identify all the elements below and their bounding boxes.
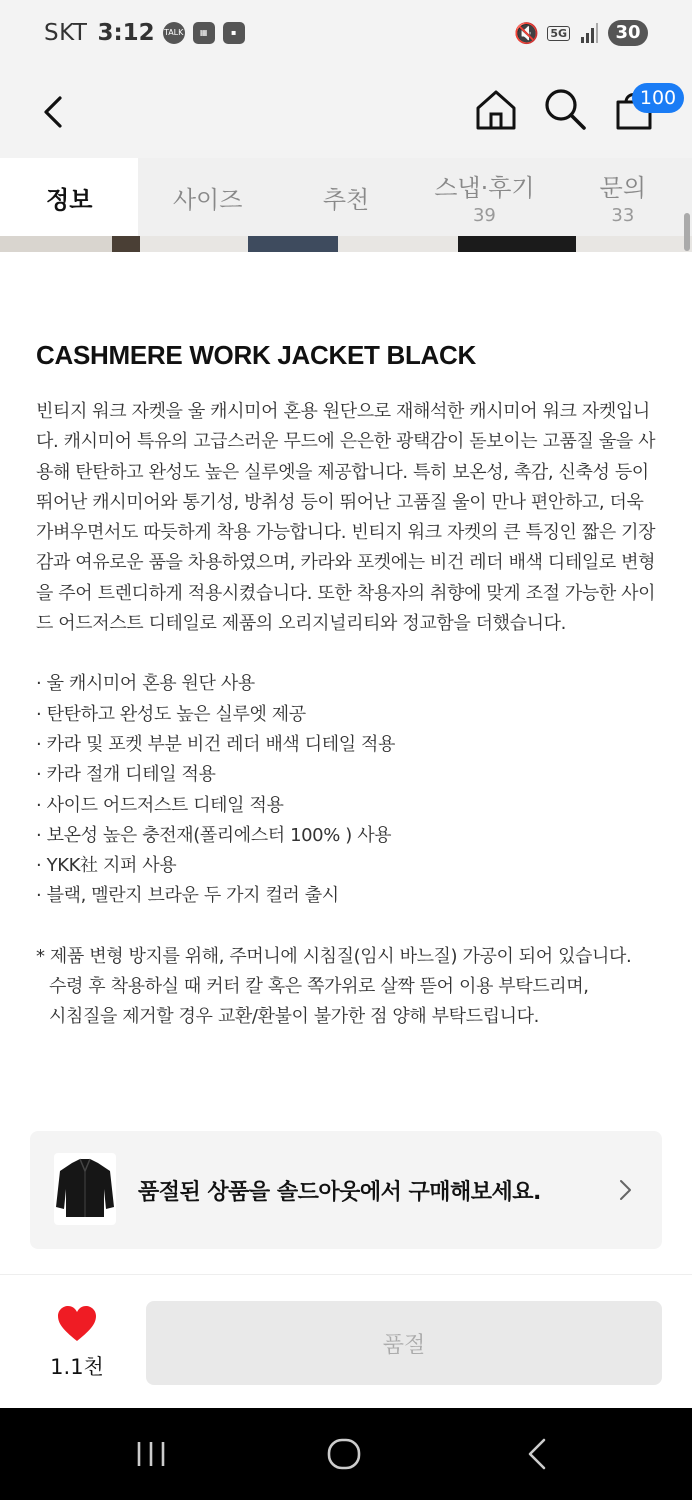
tab-label: 추천 [322,185,370,214]
list-item: · 사이드 어드저스트 디테일 적용 [36,794,284,816]
tab-label: 정보 [46,185,93,214]
mute-icon: 🔇 [514,21,540,45]
tab-count: 33 [611,205,635,226]
soldout-banner[interactable] [30,1131,662,1249]
tab-recommend[interactable] [277,158,415,236]
list-item: · 탄탄하고 완성도 높은 실루엣 제공 [36,703,306,725]
tab-label: 스냅·후기 [434,174,535,202]
carrier-name: SKT [44,20,88,46]
home-circle-icon[interactable] [326,1436,362,1472]
bottom-action-bar [0,1274,692,1409]
scrollbar-thumb[interactable] [684,213,690,251]
system-nav-bar [0,1408,692,1500]
calendar-icon: ▦ [193,22,215,44]
care-notice [36,942,656,1033]
notice-line: 시침질을 제거할 경우 교환/환불이 불가한 점 양해 부탁드립니다. [49,1006,539,1028]
product-detail [36,340,656,1033]
product-title: CASHMERE WORK JACKET BLACK [36,340,476,370]
network-label: 5G [547,26,570,41]
product-tabs [0,158,692,236]
list-item: · 블랙, 멜란지 브라운 두 가지 컬러 출시 [36,885,339,907]
clock: 3:12 [97,20,155,46]
list-item: · 보온성 높은 충전재(폴리에스터 100% ) 사용 [36,824,392,846]
app-icon: ▪ [223,22,245,44]
tab-snap-review[interactable] [415,158,553,236]
tab-label: 문의 [599,174,647,202]
soldout-banner-text: 품절된 상품을 솔드아웃에서 구매해보세요. [138,1180,541,1205]
heart-icon[interactable] [56,1305,98,1343]
notice-line: 수령 후 착용하실 때 커터 칼 혹은 쪽가위로 살짝 뜯어 이용 부탁드리며, [49,976,589,998]
talk-icon: TALK [163,22,185,44]
like-count: 1.1천 [50,1355,104,1379]
tab-size[interactable] [138,158,276,236]
cart-count-badge[interactable]: 100 [632,83,684,113]
search-icon[interactable] [542,86,588,132]
back-icon[interactable] [520,1436,556,1472]
list-item: · YKK社 지퍼 사용 [36,855,177,877]
jacket-icon [54,1153,116,1225]
notice-line: * 제품 변형 방지를 위해, 주머니에 시침질(임시 바느질) 가공이 되어 있습니다. [36,945,632,967]
battery-level: 30 [608,20,648,46]
recent-apps-icon[interactable] [133,1436,169,1472]
back-icon[interactable] [34,90,78,134]
product-description: 빈티지 워크 자켓을 울 캐시미어 혼용 원단으로 재해석한 캐시미어 워크 자켓입니다. 캐시미어 특유의 고급스러운 무드에 은은한 광택감이 돋보이는 고품질 울을 사용해 탄탄하고 완성도 높은 실루엣을 제공합니다. 특히 보온성, 촉감, 신축성 등이 뛰어난 캐시미어와 통기성, 방취성 등이 뛰어난 고품질 울이 만나 편안하고, 더욱 가벼우면서도 따듯하게 착용 가능합니다. 빈티지 워크 자켓의 큰 특징인 짧은 기장감과 여유로운 품을 차용하였으며, 카라와 포켓에는 비건 레더 배색 디테일로 변형을 주어 트렌디하게 적용시켰습니다. 또한 착용자의 취향에 맞게 조절 가능한 사이드 어드저스트 디테일로 제품의 오리지널리티와 정교함을 더했습니다. [36,401,656,635]
status-left [44,20,245,46]
feature-list [36,669,656,911]
product-photo-strip [0,236,692,252]
app-header [0,70,692,158]
signal-icon [580,23,598,43]
tab-info[interactable] [0,158,138,236]
tab-count: 39 [472,205,496,226]
soldout-button[interactable]: 품절 [146,1301,662,1385]
jacket-thumbnail [54,1153,116,1225]
list-item: · 카라 절개 디테일 적용 [36,764,216,786]
home-icon[interactable] [472,86,520,134]
chevron-right-icon [614,1178,636,1202]
status-right [514,20,648,46]
list-item: · 카라 및 포켓 부분 비건 레더 배색 디테일 적용 [36,733,395,755]
status-bar [0,0,692,70]
tab-label: 사이즈 [172,185,243,214]
list-item: · 울 캐시미어 혼용 원단 사용 [36,673,255,695]
tab-inquiry[interactable] [554,158,692,236]
